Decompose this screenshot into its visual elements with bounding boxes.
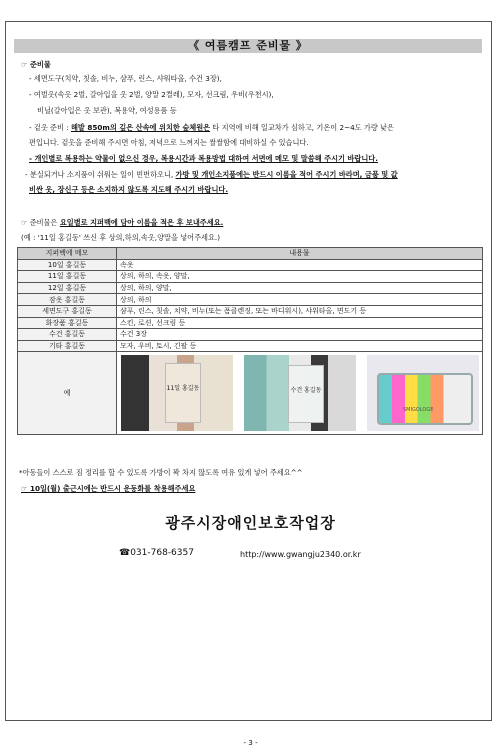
example-photo-toiletries [367, 355, 479, 431]
example-label: 예 [18, 352, 117, 435]
table-row: 화장품 홍길동 스킨, 로션, 선크림 등 [18, 317, 483, 329]
example-photo-clothes [121, 355, 233, 431]
table-row: 10일 홍길동 속옷 [18, 259, 483, 271]
table-header: 내용물 [117, 248, 483, 260]
table-row: 잠옷 홍길동 상의, 하의 [18, 294, 483, 306]
lost-items-note: - 분실되거나 소지품이 쉬워는 일이 빈번하오니, 가방 및 개인소지품에는 반드시 이름을 적어 주시기 바라며, 금품 및 값 [25, 170, 398, 179]
table-row: 12일 홍길동 상의, 하의, 양말, [18, 282, 483, 294]
phone-number: ☎031-768-6357 [119, 548, 194, 558]
page-number: - 3 - [243, 738, 258, 747]
table-row: 기타 홍길동 모자, 우비, 토시, 긴팔 등 [18, 340, 483, 352]
photo-bag-label: 11일 홍길동 [165, 363, 201, 423]
table-row: 수건 홍길동 수건 3장 [18, 329, 483, 341]
list-item: - 세면도구(치약, 칫솔, 비누, 샴푸, 린스, 샤워타올, 수건 3장), [29, 74, 222, 83]
example-photo-towel [244, 355, 356, 431]
clothes-note: - 겉옷 준비 : 해발 850m의 깊은 산속에 위치한 숲체원은 타 지역에 비해 일교차가 심하고, 기온이 2~4도 가량 낮은 [29, 123, 394, 132]
photo-bag-label: 수건 홍길동 [288, 365, 324, 423]
pouch-label: SMIGOLOGE [403, 407, 434, 414]
organization-name: 광주시장애인보호작업장 [165, 514, 336, 532]
table-header: 지퍼백에 메모 [18, 248, 117, 260]
page-title: 《 여름캠프 준비물 》 [14, 39, 482, 53]
list-item: - 여벌옷(속옷 2벌, 갈아입을 옷 2벌, 양말 2켤레), 모자, 선크림, 우비(우천시), [29, 90, 274, 99]
medication-note: - 개인별로 복용하는 약물이 없으신 경우, 복용시간과 복용방법 대하여 서면에 메모 및 말씀해 주시기 바랍니다. [29, 154, 378, 163]
table-row: 세면도구 홍길동 샴푸, 린스, 칫솔, 치약, 비누(또는 폼클렌징, 또는 바디워시), 샤워타올, 면도기 등 [18, 305, 483, 317]
toiletry-pouch [377, 373, 473, 425]
pack-note: ☞ 준비물은 요일별로 지퍼백에 담아 이름을 적은 후 보내주세요. [21, 218, 224, 227]
lost-items-note-line2: 비싼 옷, 장신구 등은 소지하지 않도록 지도해 주시기 바랍니다. [29, 185, 229, 194]
website-link[interactable]: http://www.gwangju2340.or.kr [240, 550, 361, 559]
clothes-note-line2: 편입니다. 겉옷을 준비해 주시면 아침, 저녁으로 느껴지는 쌀쌀함에 대비하실 수 있습니다. [29, 138, 309, 147]
footnote: *아동들이 스스로 짐 정리를 할 수 있도록 가방이 꽉 차지 않도록 여유 있게 넣어 주세요^^ [19, 468, 303, 477]
prep-heading: ☞ 준비물 [21, 60, 51, 69]
pack-example: (예 : '11일 홍길동' 쓰신 후 상의,하의,속옷,양말을 넣어주세요.) [21, 233, 221, 242]
table-row-example [18, 352, 483, 435]
list-item: 비닐(갈아입은 옷 보관), 복용약, 여성용품 등 [37, 106, 177, 115]
table-row: 11일 홍길동 상의, 하의, 속옷, 양말, [18, 271, 483, 283]
shoes-note: ☞ 10일(월) 출근시에는 반드시 운동화를 착용해주세요 [21, 484, 196, 493]
packing-table [17, 247, 483, 435]
